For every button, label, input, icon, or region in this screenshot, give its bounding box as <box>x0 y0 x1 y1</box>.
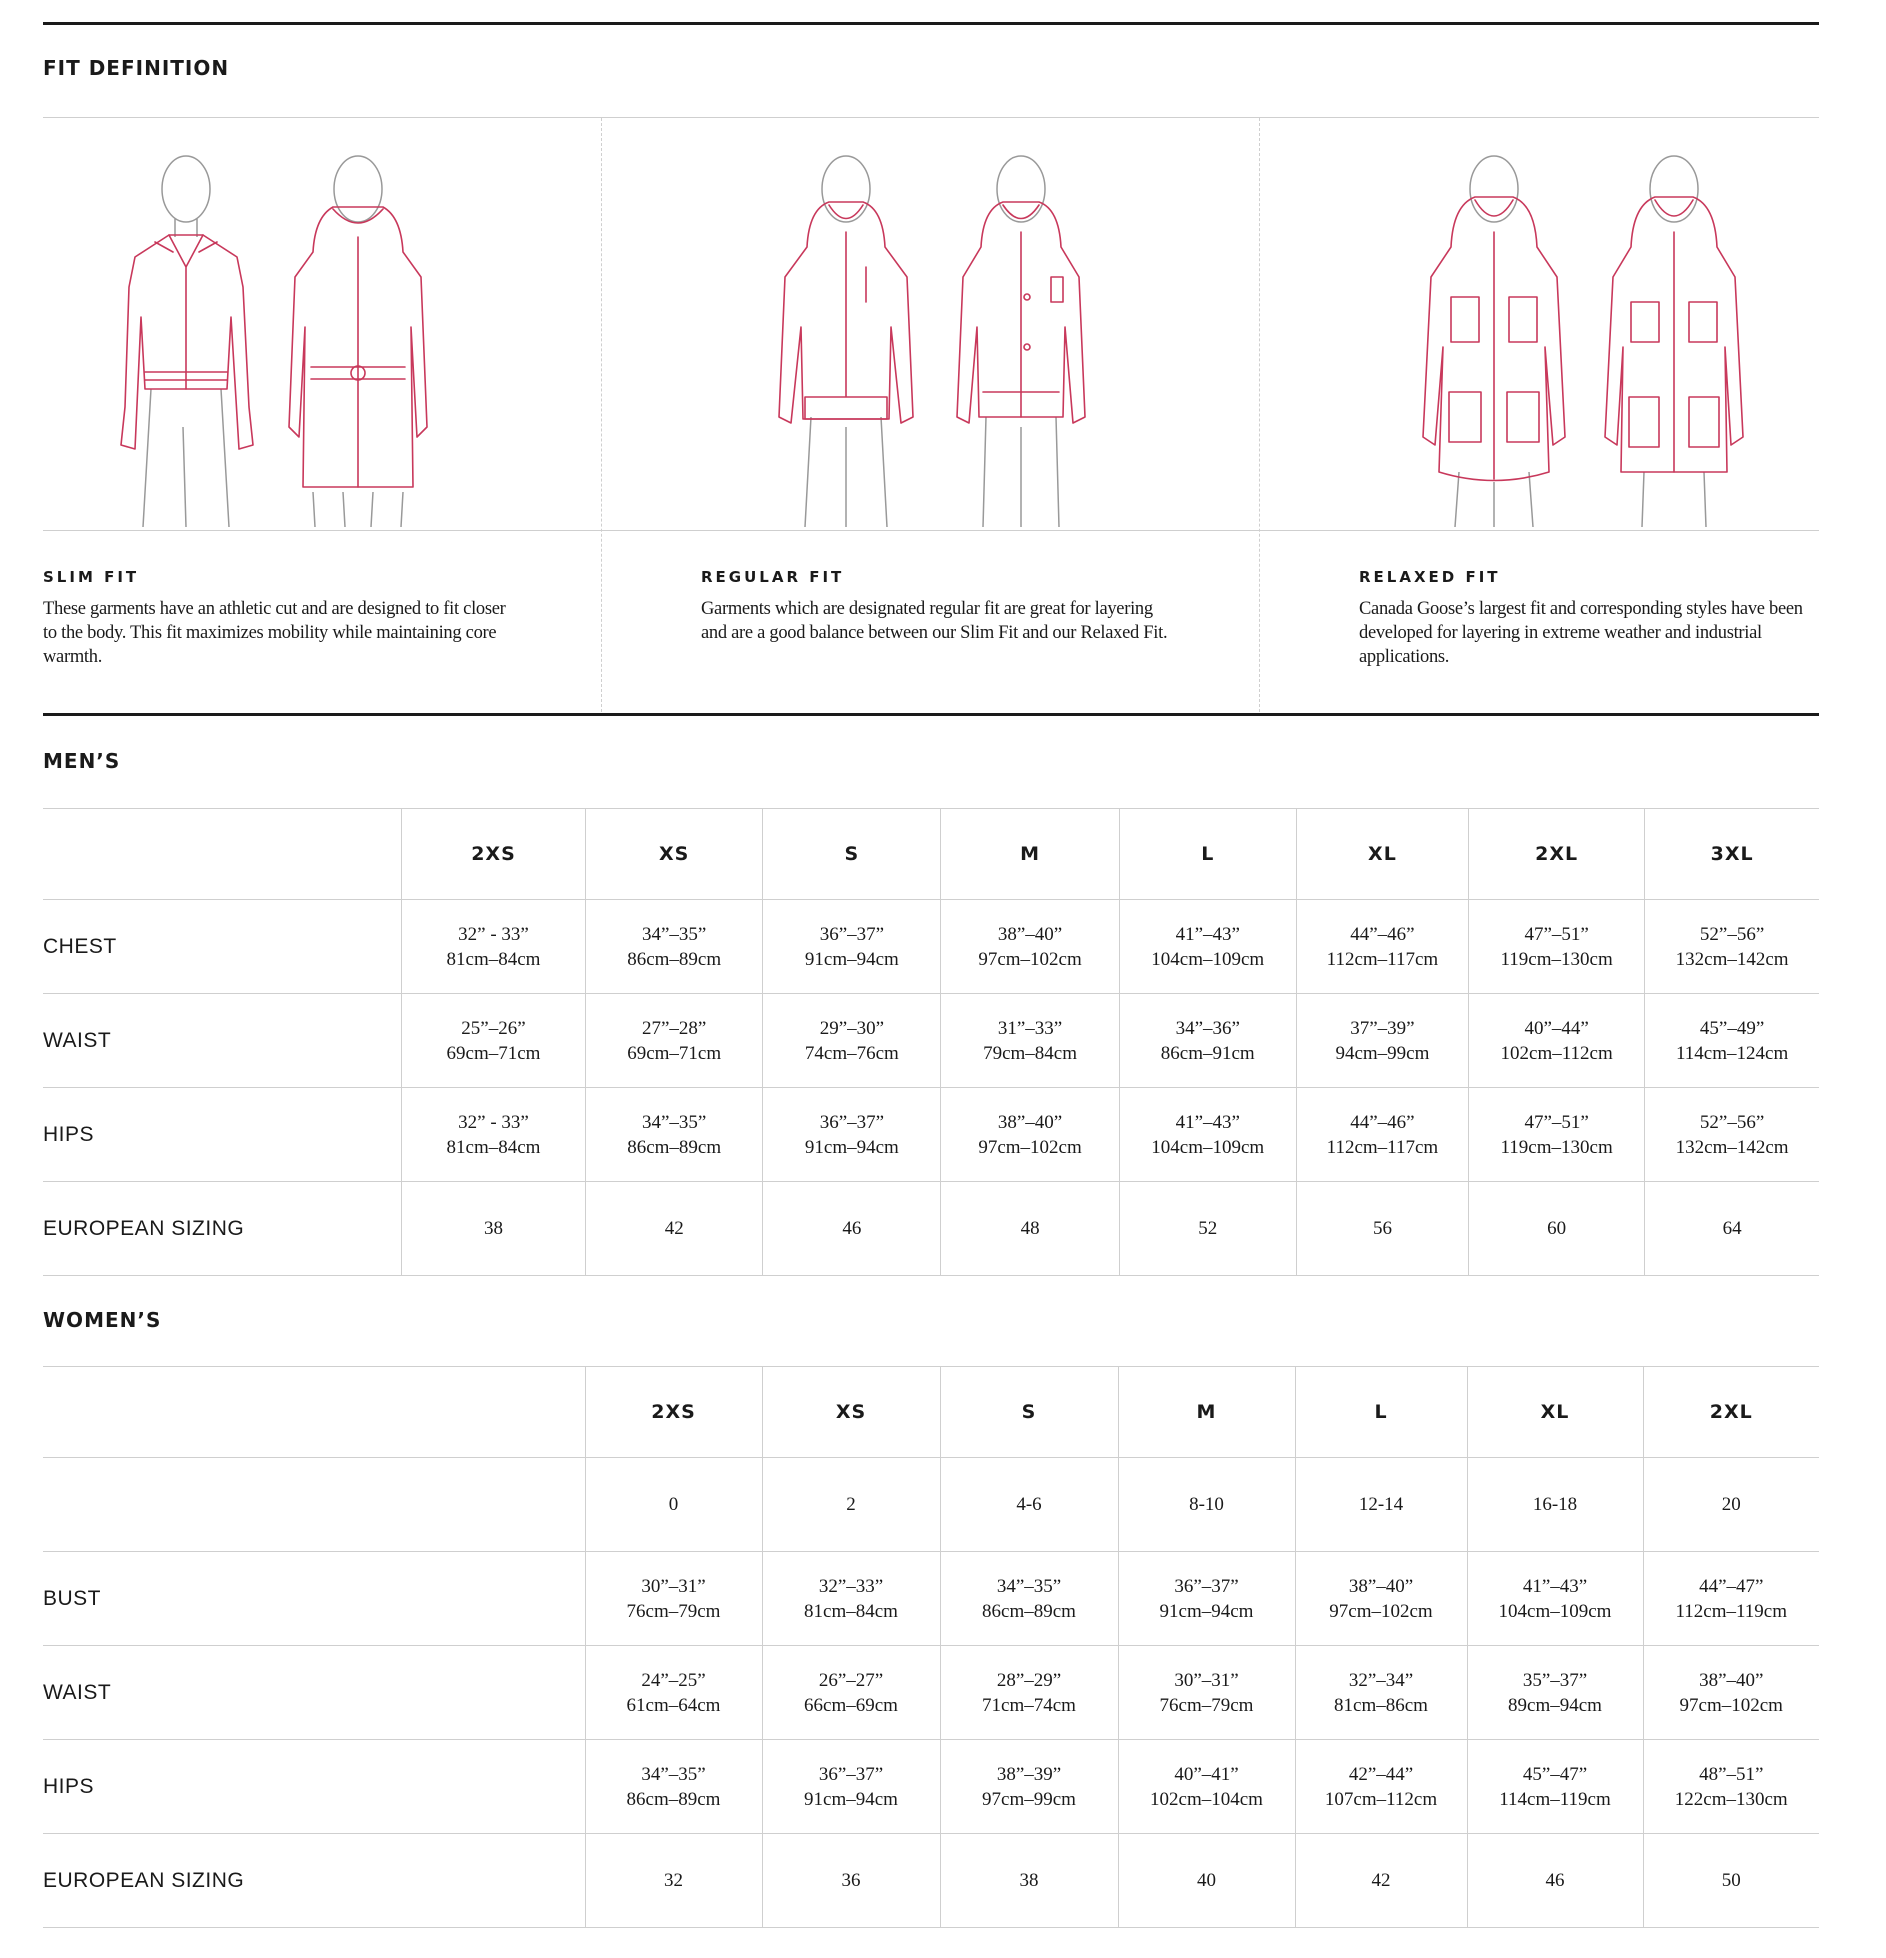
value-metric: 97cm–102cm <box>978 948 1082 970</box>
value-primary: 12-14 <box>1358 1494 1404 1515</box>
womens-size-table <box>43 1366 1819 1928</box>
value-metric: 86cm–89cm <box>627 1136 722 1158</box>
size-header: M <box>1118 1367 1295 1458</box>
value-metric: 69cm–71cm <box>446 1042 541 1064</box>
value-metric: 86cm–89cm <box>626 1788 721 1810</box>
size-header: L <box>1119 809 1296 900</box>
fit-name-relaxed: RELAXED FIT <box>1359 568 1501 586</box>
value-primary: 38”–40” <box>1348 1575 1414 1597</box>
value-primary: 30”–31” <box>1174 1669 1239 1691</box>
value-primary: 26”–27” <box>818 1669 884 1691</box>
size-value-cell <box>586 1182 763 1276</box>
size-value-cell <box>1643 1646 1819 1740</box>
size-value-cell <box>762 1740 940 1834</box>
value-metric: 81cm–84cm <box>804 1600 898 1622</box>
value-metric: 69cm–71cm <box>627 1042 722 1064</box>
value-primary: 42 <box>1371 1870 1391 1891</box>
womens-title: WOMEN’S <box>43 1308 162 1332</box>
size-header: 2XS <box>585 1367 762 1458</box>
size-value-cell <box>1643 1458 1819 1552</box>
size-value-cell <box>1119 1182 1296 1276</box>
value-primary: 8-10 <box>1189 1494 1224 1515</box>
size-value-cell <box>1295 1458 1467 1552</box>
value-metric: 91cm–94cm <box>804 1136 899 1158</box>
value-metric: 89cm–94cm <box>1508 1694 1602 1716</box>
value-metric: 86cm–89cm <box>982 1600 1076 1622</box>
row-label: HIPS <box>43 1088 401 1182</box>
size-value-cell <box>940 1834 1118 1928</box>
value-metric: 104cm–109cm <box>1498 1600 1612 1622</box>
value-metric: 102cm–112cm <box>1500 1042 1613 1064</box>
size-value-cell <box>1296 900 1468 994</box>
size-value-cell <box>1119 900 1296 994</box>
value-metric: 71cm–74cm <box>982 1694 1076 1716</box>
size-value-cell <box>1643 1552 1819 1646</box>
size-value-cell <box>1467 1552 1643 1646</box>
value-primary: 35”–37” <box>1522 1669 1588 1691</box>
value-metric: 112cm–119cm <box>1675 1600 1787 1622</box>
size-header: 2XL <box>1469 809 1645 900</box>
value-primary: 52”–56” <box>1699 1111 1765 1133</box>
value-metric: 119cm–130cm <box>1500 1136 1613 1158</box>
value-primary: 48 <box>1020 1218 1040 1239</box>
row-label <box>43 1458 585 1552</box>
size-header: M <box>941 809 1119 900</box>
value-primary: 37”–39” <box>1350 1017 1415 1039</box>
size-value-cell <box>585 1834 762 1928</box>
size-value-cell <box>1467 1458 1643 1552</box>
table-row <box>43 994 1819 1088</box>
size-value-cell <box>1295 1740 1467 1834</box>
size-value-cell <box>1469 1182 1645 1276</box>
size-value-cell <box>1295 1834 1467 1928</box>
value-primary: 30”–31” <box>641 1575 706 1597</box>
value-metric: 97cm–102cm <box>1679 1694 1783 1716</box>
corner-cell <box>43 1367 585 1458</box>
row-label: WAIST <box>43 994 401 1088</box>
size-value-cell <box>586 994 763 1088</box>
value-primary: 38”–40” <box>997 923 1063 945</box>
size-value-cell <box>1119 1088 1296 1182</box>
value-primary: 31”–33” <box>997 1017 1063 1039</box>
mens-header-row <box>43 809 1819 900</box>
size-value-cell <box>1645 1182 1819 1276</box>
value-metric: 61cm–64cm <box>626 1694 721 1716</box>
value-metric: 86cm–91cm <box>1160 1042 1255 1064</box>
fit-desc-slim: These garments have an athletic cut and are designed to fit closer to the body. This fit maximizes mobility while maintaining core warmth. <box>43 599 506 667</box>
value-metric: 76cm–79cm <box>1159 1694 1254 1716</box>
value-primary: 45”–47” <box>1522 1763 1588 1785</box>
value-primary: 38 <box>483 1218 503 1239</box>
value-metric: 94cm–99cm <box>1335 1042 1430 1064</box>
table-row <box>43 1740 1819 1834</box>
size-value-cell <box>585 1740 762 1834</box>
size-value-cell <box>401 1088 585 1182</box>
table-row <box>43 900 1819 994</box>
size-value-cell <box>1295 1646 1467 1740</box>
value-primary: 46 <box>842 1218 862 1239</box>
size-value-cell <box>585 1646 762 1740</box>
value-primary: 16-18 <box>1532 1494 1578 1515</box>
size-value-cell <box>1469 900 1645 994</box>
fit-name-regular: REGULAR FIT <box>701 568 845 586</box>
size-value-cell <box>941 1182 1119 1276</box>
value-metric: 97cm–99cm <box>982 1788 1076 1810</box>
value-metric: 81cm–84cm <box>446 948 541 970</box>
table-row <box>43 1088 1819 1182</box>
value-primary: 34”–36” <box>1175 1017 1240 1039</box>
fit-definition-title: FIT DEFINITION <box>43 56 230 80</box>
value-primary: 36”–37” <box>819 923 885 945</box>
size-value-cell <box>1119 994 1296 1088</box>
size-header: XS <box>586 809 763 900</box>
size-value-cell <box>762 1646 940 1740</box>
value-metric: 81cm–86cm <box>1334 1694 1428 1716</box>
value-metric: 81cm–84cm <box>446 1136 541 1158</box>
size-value-cell <box>762 1834 940 1928</box>
table-row <box>43 1182 1819 1276</box>
value-primary: 38”–40” <box>997 1111 1063 1133</box>
value-primary: 50 <box>1721 1870 1741 1891</box>
row-label: BUST <box>43 1552 585 1646</box>
size-value-cell <box>1296 1182 1468 1276</box>
table-row <box>43 1646 1819 1740</box>
value-primary: 52”–56” <box>1699 923 1765 945</box>
value-primary: 29”–30” <box>819 1017 885 1039</box>
size-value-cell <box>585 1552 762 1646</box>
value-metric: 107cm–112cm <box>1324 1788 1438 1810</box>
value-metric: 102cm–104cm <box>1150 1788 1263 1810</box>
size-value-cell <box>1296 994 1468 1088</box>
value-metric: 104cm–109cm <box>1151 1136 1265 1158</box>
value-primary: 38 <box>1019 1870 1039 1891</box>
size-value-cell <box>1295 1552 1467 1646</box>
value-metric: 97cm–102cm <box>1329 1600 1433 1622</box>
size-header: XL <box>1296 809 1468 900</box>
size-value-cell <box>763 1088 941 1182</box>
row-label: EUROPEAN SIZING <box>43 1182 401 1276</box>
section-rule <box>43 713 1819 716</box>
value-primary: 36”–37” <box>818 1763 884 1785</box>
size-value-cell <box>1467 1740 1643 1834</box>
value-metric: 112cm–117cm <box>1326 948 1439 970</box>
size-value-cell <box>941 994 1119 1088</box>
fit-column-divider <box>1259 118 1260 712</box>
row-label: EUROPEAN SIZING <box>43 1834 585 1928</box>
value-metric: 66cm–69cm <box>804 1694 898 1716</box>
size-value-cell <box>762 1458 940 1552</box>
size-value-cell <box>1645 1088 1819 1182</box>
table-row <box>43 1458 1819 1552</box>
size-value-cell <box>1118 1552 1295 1646</box>
value-primary: 56 <box>1372 1218 1392 1239</box>
size-value-cell <box>1643 1834 1819 1928</box>
fit-card-regular <box>701 117 1259 713</box>
size-value-cell <box>586 900 763 994</box>
value-primary: 41”–43” <box>1175 923 1240 945</box>
fit-card-relaxed <box>1359 117 1819 713</box>
relaxed-fit-illustration <box>1359 127 1819 527</box>
size-header: 2XS <box>401 809 585 900</box>
value-primary: 32” - 33” <box>458 923 529 945</box>
value-primary: 34”–35” <box>642 923 707 945</box>
size-value-cell <box>401 994 585 1088</box>
table-row <box>43 1834 1819 1928</box>
fit-column-divider <box>601 118 602 712</box>
size-value-cell <box>1467 1646 1643 1740</box>
fit-card-slim <box>43 117 601 713</box>
value-metric: 112cm–117cm <box>1326 1136 1439 1158</box>
value-metric: 132cm–142cm <box>1675 948 1789 970</box>
value-metric: 91cm–94cm <box>804 948 899 970</box>
size-header: S <box>940 1367 1118 1458</box>
value-metric: 91cm–94cm <box>1159 1600 1254 1622</box>
size-value-cell <box>940 1552 1118 1646</box>
value-primary: 40 <box>1197 1870 1216 1891</box>
size-value-cell <box>1645 900 1819 994</box>
value-primary: 52 <box>1198 1218 1218 1239</box>
value-primary: 40”–44” <box>1524 1017 1589 1039</box>
size-value-cell <box>401 1182 585 1276</box>
value-metric: 86cm–89cm <box>627 948 722 970</box>
size-value-cell <box>940 1646 1118 1740</box>
size-value-cell <box>1469 1088 1645 1182</box>
row-label: WAIST <box>43 1646 585 1740</box>
size-value-cell <box>941 900 1119 994</box>
size-value-cell <box>585 1458 762 1552</box>
size-header: 2XL <box>1643 1367 1819 1458</box>
value-primary: 25”–26” <box>461 1017 526 1039</box>
value-metric: 114cm–124cm <box>1676 1042 1789 1064</box>
value-primary: 47”–51” <box>1524 1111 1589 1133</box>
fit-desc-relaxed: Canada Goose’s largest fit and corresponding styles have been developed for layering in extreme weather and industrial applications. <box>1359 599 1803 667</box>
value-primary: 32”–33” <box>818 1575 884 1597</box>
value-primary: 48”–51” <box>1699 1763 1764 1785</box>
top-rule <box>43 22 1819 25</box>
value-metric: 91cm–94cm <box>804 1788 898 1810</box>
value-primary: 20 <box>1721 1494 1741 1515</box>
value-metric: 74cm–76cm <box>804 1042 899 1064</box>
size-header: XS <box>762 1367 940 1458</box>
value-primary: 40”–41” <box>1174 1763 1239 1785</box>
size-value-cell <box>1645 994 1819 1088</box>
size-value-cell <box>763 900 941 994</box>
size-value-cell <box>586 1088 763 1182</box>
value-metric: 97cm–102cm <box>978 1136 1082 1158</box>
value-primary: 27”–28” <box>642 1017 707 1039</box>
value-primary: 38”–40” <box>1699 1669 1764 1691</box>
regular-fit-illustration <box>701 127 1259 527</box>
value-primary: 32 <box>664 1870 683 1891</box>
value-primary: 34”–35” <box>641 1763 706 1785</box>
value-primary: 38”–39” <box>996 1763 1062 1785</box>
value-primary: 4-6 <box>1016 1494 1042 1515</box>
size-value-cell <box>762 1552 940 1646</box>
value-metric: 132cm–142cm <box>1675 1136 1789 1158</box>
size-value-cell <box>1467 1834 1643 1928</box>
value-metric: 104cm–109cm <box>1151 948 1265 970</box>
size-header: XL <box>1467 1367 1643 1458</box>
value-primary: 0 <box>668 1494 679 1515</box>
value-primary: 47”–51” <box>1524 923 1589 945</box>
value-primary: 41”–43” <box>1175 1111 1240 1133</box>
size-value-cell <box>1296 1088 1468 1182</box>
value-primary: 42”–44” <box>1348 1763 1414 1785</box>
value-metric: 114cm–119cm <box>1499 1788 1611 1810</box>
value-primary: 2 <box>846 1494 856 1515</box>
mens-title: MEN’S <box>43 749 121 773</box>
size-value-cell <box>1118 1740 1295 1834</box>
value-primary: 44”–46” <box>1350 1111 1415 1133</box>
size-value-cell <box>940 1458 1118 1552</box>
fit-name-slim: SLIM FIT <box>43 568 140 586</box>
row-label: HIPS <box>43 1740 585 1834</box>
table-row <box>43 1552 1819 1646</box>
size-value-cell <box>1118 1834 1295 1928</box>
size-value-cell <box>1118 1458 1295 1552</box>
value-primary: 44”–46” <box>1350 923 1415 945</box>
mens-size-table <box>43 808 1819 1276</box>
value-primary: 24”–25” <box>641 1669 706 1691</box>
value-metric: 122cm–130cm <box>1674 1788 1788 1810</box>
value-primary: 46 <box>1545 1870 1565 1891</box>
value-primary: 64 <box>1722 1218 1742 1239</box>
value-primary: 34”–35” <box>996 1575 1062 1597</box>
value-primary: 42 <box>664 1218 684 1239</box>
fit-desc-regular: Garments which are designated regular fit are great for layering and are a good balance between our Slim Fit and our Relaxed Fit. <box>701 599 1168 643</box>
size-value-cell <box>1469 994 1645 1088</box>
value-primary: 32” - 33” <box>458 1111 529 1133</box>
value-primary: 60 <box>1547 1218 1567 1239</box>
size-header: L <box>1295 1367 1467 1458</box>
value-primary: 36 <box>841 1870 861 1891</box>
womens-header-row <box>43 1367 1819 1458</box>
size-value-cell <box>763 994 941 1088</box>
size-value-cell <box>941 1088 1119 1182</box>
value-primary: 36”–37” <box>1174 1575 1239 1597</box>
value-primary: 32”–34” <box>1348 1669 1414 1691</box>
size-value-cell <box>1643 1740 1819 1834</box>
size-value-cell <box>940 1740 1118 1834</box>
size-header: S <box>763 809 941 900</box>
row-label: CHEST <box>43 900 401 994</box>
value-primary: 36”–37” <box>819 1111 885 1133</box>
size-value-cell <box>763 1182 941 1276</box>
size-value-cell <box>1118 1646 1295 1740</box>
value-primary: 34”–35” <box>642 1111 707 1133</box>
value-primary: 45”–49” <box>1699 1017 1765 1039</box>
value-primary: 41”–43” <box>1522 1575 1588 1597</box>
value-metric: 79cm–84cm <box>983 1042 1078 1064</box>
size-value-cell <box>401 900 585 994</box>
slim-fit-illustration <box>43 127 601 527</box>
value-metric: 119cm–130cm <box>1500 948 1613 970</box>
value-metric: 76cm–79cm <box>626 1600 721 1622</box>
corner-cell <box>43 809 401 900</box>
value-primary: 28”–29” <box>996 1669 1062 1691</box>
value-primary: 44”–47” <box>1699 1575 1764 1597</box>
size-header: 3XL <box>1645 809 1819 900</box>
